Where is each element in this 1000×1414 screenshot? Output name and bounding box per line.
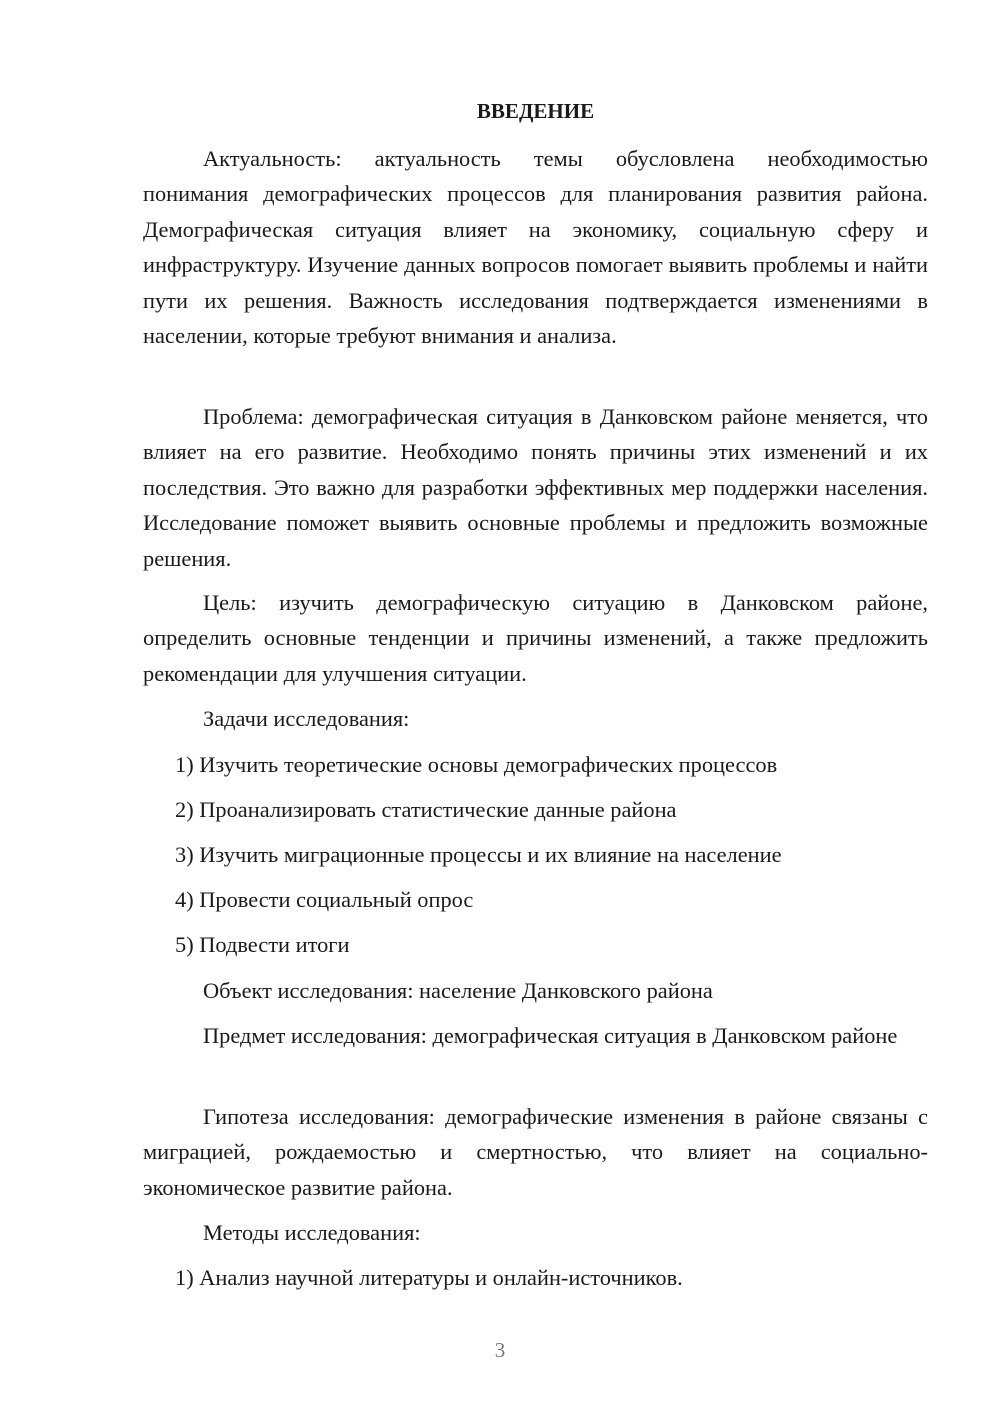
task-item: 3) Изучить миграционные процессы и их влияние на население xyxy=(175,842,782,867)
task-item: 4) Провести социальный опрос xyxy=(175,887,474,912)
task-item: 1) Изучить теоретические основы демографических процессов xyxy=(175,752,778,777)
problem-paragraph: Проблема: демографическая ситуация в Данковском районе меняется, что влияет на его развитие. Необходимо понять причины этих изменений и их последствия. Это важно для разработки эффективных мер поддержки населения. Исследование поможет выявить основные проблемы и предложить возможные решения. xyxy=(143,404,928,571)
methods-heading: Методы исследования: xyxy=(203,1220,421,1245)
page-title: ВВЕДЕНИЕ xyxy=(476,99,595,123)
tasks-heading: Задачи исследования: xyxy=(203,706,410,731)
hypothesis-paragraph: Гипотеза исследования: демографические изменения в районе связаны с миграцией, рождаемостью и смертностью, что влияет на социально-экономическое развитие района. xyxy=(143,1104,928,1200)
task-item: 2) Проанализировать статистические данные района xyxy=(175,797,677,822)
subject-paragraph: Предмет исследования: демографическая ситуация в Данковском районе xyxy=(203,1023,898,1048)
task-item: 5) Подвести итоги xyxy=(175,932,350,957)
relevance-paragraph: Актуальность: актуальность темы обусловлена необходимостью понимания демографических процессов для планирования развития района. Демографическая ситуация влияет на экономику, социальную сферу и инфраструктуру. Изучение данных вопросов помогает выявить проблемы и найти пути их решения. Важность исследования подтверждается изменениями в населении, которые требуют внимания и анализа. xyxy=(143,146,928,349)
object-line: Объект исследования: население Данковского района xyxy=(203,978,713,1003)
page-number: 3 xyxy=(494,1338,506,1362)
method-item: 1) Анализ научной литературы и онлайн-источников. xyxy=(175,1265,683,1290)
goal-paragraph: Цель: изучить демографическую ситуацию в Данковском районе, определить основные тенденции и причины изменений, а также предложить рекомендации для улучшения ситуации. xyxy=(143,590,928,686)
